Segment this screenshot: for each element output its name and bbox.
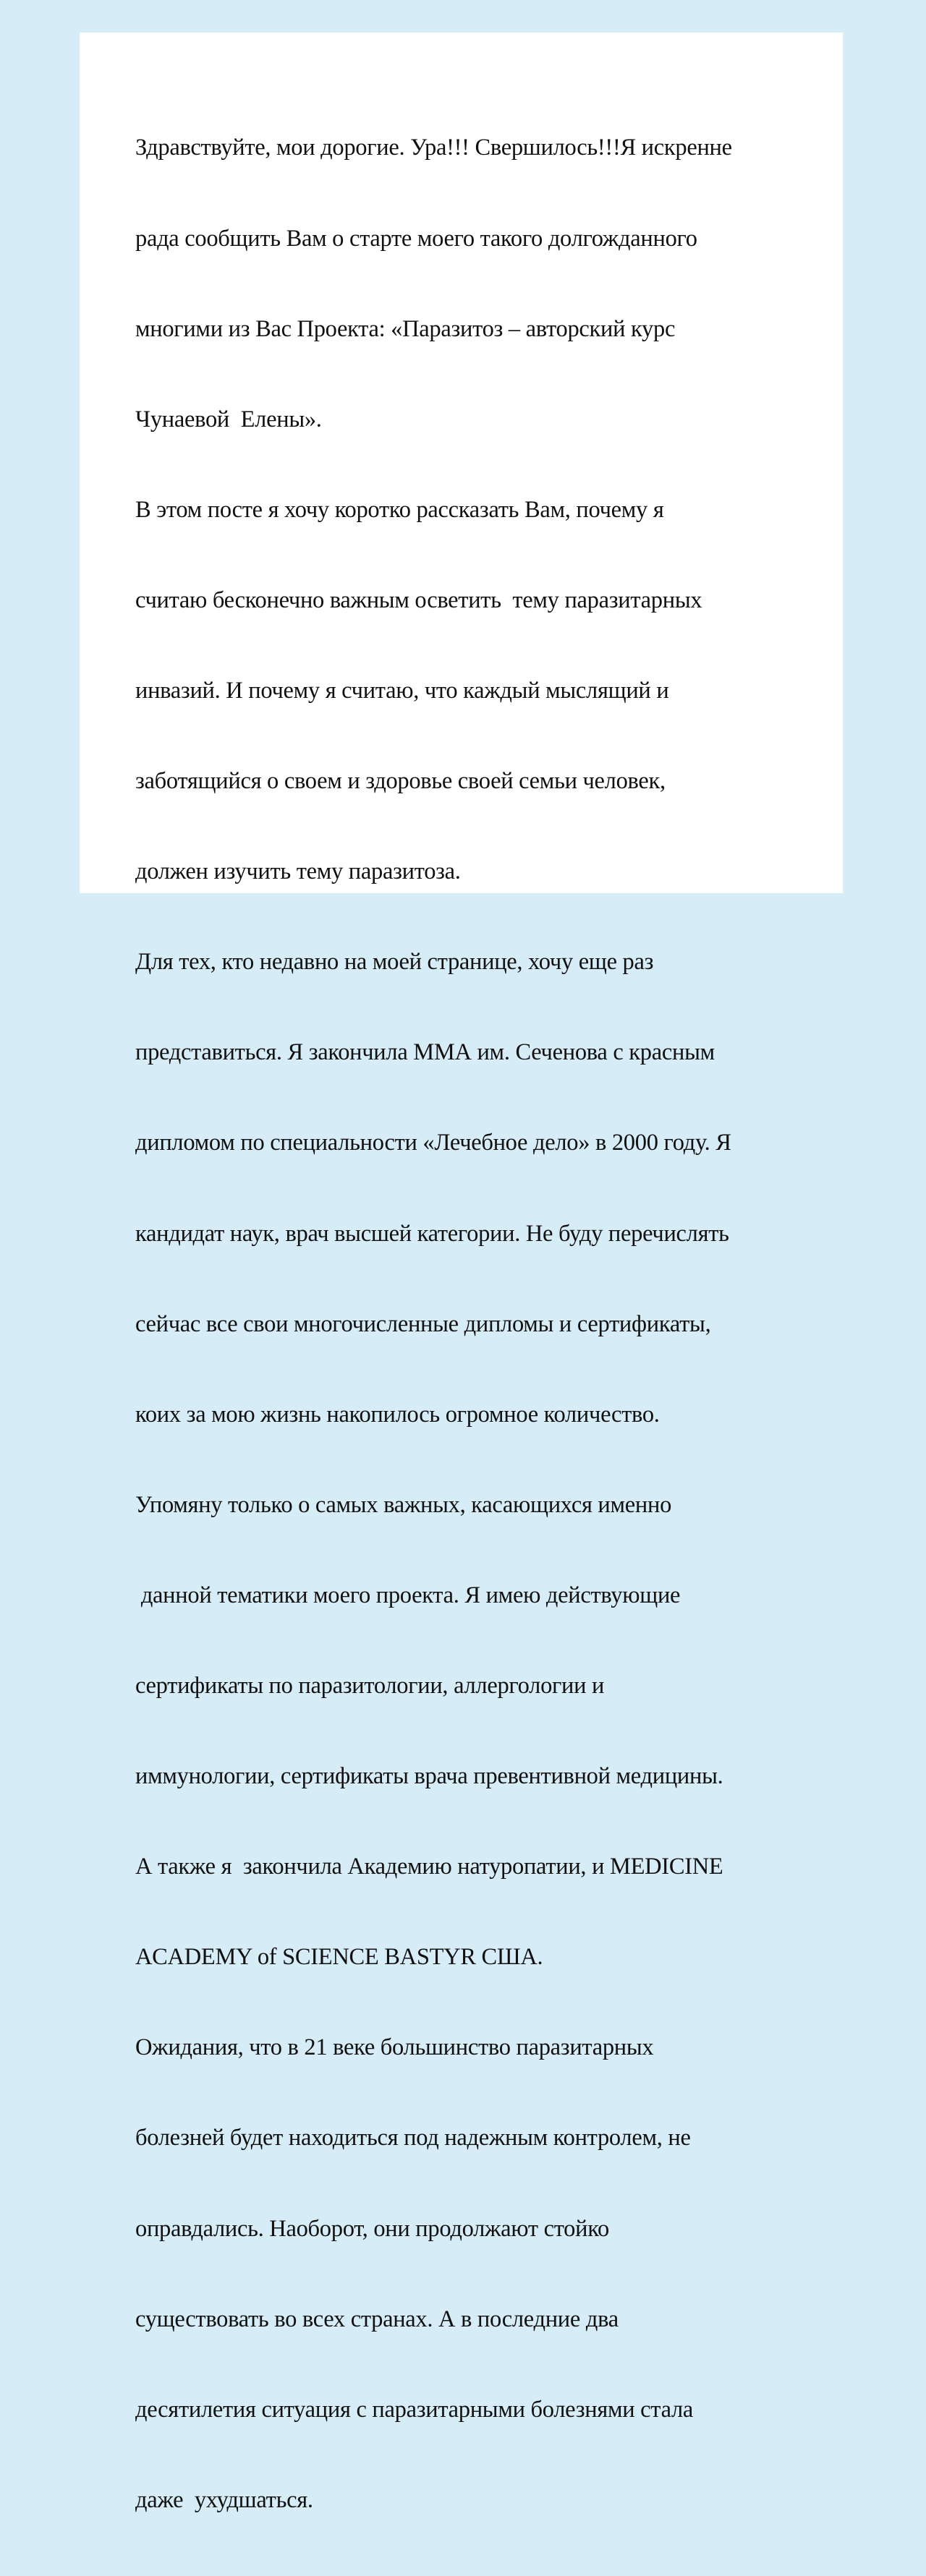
text-line: Ожидания, что в 21 веке большинство паразитарных [135,2034,654,2061]
text-line: заботящийся о своем и здоровье своей семьи человек, [135,768,666,795]
text-line: А также я закончила Академию натуропатии, и MEDICINE [135,1854,723,1880]
text-line: оправдались. Наоборот, они продолжают стойко [135,2215,610,2242]
text-line: ACADEMY of SCIENCE BASTYR США. [135,1944,543,1971]
text-line: считаю бесконечно важным осветить тему паразитарных [135,587,702,613]
text-line: Упомяну только о самых важных, касающихся именно [135,1491,672,1518]
text-line: дипломом по специальности «Лечебное дело» в 2000 году. Я [135,1130,731,1156]
text-line: десятилетия ситуация с паразитарными болезнями стала [135,2396,694,2423]
text-line: многими из Вас Проекта: «Паразитоз – авторский курс [135,315,676,342]
text-line: В этом посте я хочу коротко рассказать Вам, почему я [135,496,664,523]
text-line: кандидат наук, врач высшей категории. Не буду перечислять [135,1220,729,1247]
text-line: существовать во всех странах. А в последние два [135,2306,619,2332]
text-line: представиться. Я закончила ММА им. Сеченова с красным [135,1039,715,1066]
text-line: даже ухудшаться. [135,2486,313,2513]
text-line: рада сообщить Вам о старте моего такого долгожданного [135,225,697,252]
text-line: Здравствуйте, мои дорогие. Ура!!! Свершилось!!!Я искренне [135,135,732,161]
text-line: иммунологии, сертификаты врача превентивной медицины. [135,1763,723,1790]
document-body [135,73,830,2576]
document-page [80,33,843,2513]
text-line: сертификаты по паразитологии, аллергологии и [135,1673,605,1699]
text-line: болезней будет находиться под надежным контролем, не [135,2125,691,2151]
text-line: инвазий. И почему я считаю, что каждый мыслящий и [135,677,669,704]
text-line: сейчас все свои многочисленные дипломы и сертификаты, [135,1310,711,1337]
text-line: Для тех, кто недавно на моей странице, хочу еще раз [135,949,654,976]
text-line: Чунаевой Елены». [135,406,322,432]
text-line: коих за мою жизнь накопилось огромное количество. [135,1401,660,1428]
text-line: данной тематики моего проекта. Я имею действующие [135,1582,681,1608]
text-line: должен изучить тему паразитоза. [135,858,461,885]
